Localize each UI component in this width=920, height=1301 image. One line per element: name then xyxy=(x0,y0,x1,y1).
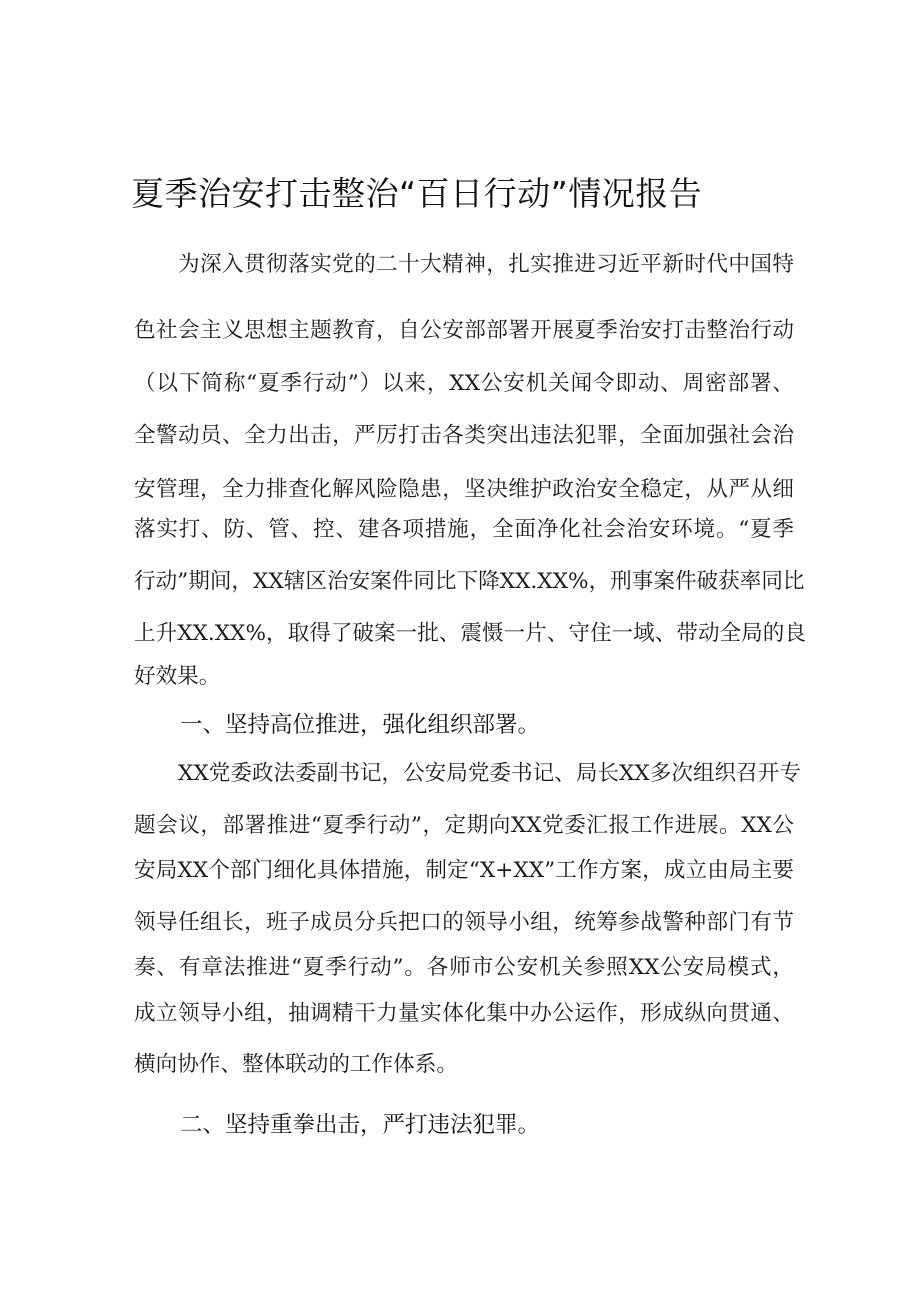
paragraph-line: 全警动员、全力出击，严厉打击各类突出违法犯罪，全面加强社会治 xyxy=(134,423,794,448)
paragraph-line: 奏、有章法推进“夏季行动”。各师市公安机关参照XX公安局模式， xyxy=(134,955,794,980)
paragraph-line: 题会议，部署推进“夏季行动”，定期向XX党委汇报工作进展。XX公 xyxy=(134,813,794,838)
paragraph-line: 落实打、防、管、控、建各项措施，全面净化社会治安环境。“夏季 xyxy=(134,517,794,542)
paragraph-line: 行动”期间，XX辖区治安案件同比下降XX.XX%，刑事案件破获率同比 xyxy=(134,569,805,594)
paragraph-line: 安局XX个部门细化具体措施，制定“X+XX”工作方案，成立由局主要 xyxy=(134,858,794,883)
paragraph-line: 为深入贯彻落实党的二十大精神，扎实推进习近平新时代中国特 xyxy=(178,252,794,277)
paragraph-line: 成立领导小组，抽调精干力量实体化集中办公运作，形成纵向贯通、 xyxy=(134,1001,794,1026)
section-heading: 一、坚持高位推进，强化组织部署。 xyxy=(180,712,541,738)
paragraph-line: 安管理，全力排查化解风险隐患，坚决维护政治安全稳定，从严从细 xyxy=(134,477,794,502)
section-heading: 二、坚持重拳出击，严打违法犯罪。 xyxy=(180,1112,541,1138)
paragraph-line: XX党委政法委副书记，公安局党委书记、局长XX多次组织召开专 xyxy=(178,761,801,786)
paragraph-line: 色社会主义思想主题教育，自公安部部署开展夏季治安打击整治行动 xyxy=(134,318,794,343)
paragraph-line: 领导任组长，班子成员分兵把口的领导小组，统筹参战警种部门有节 xyxy=(134,910,794,935)
paragraph-line: 好效果。 xyxy=(134,664,221,689)
document-title: 夏季治安打击整治“百日行动”情况报告 xyxy=(131,174,703,213)
paragraph-line: 上升XX.XX%，取得了破案一批、震慑一片、守住一域、带动全局的良 xyxy=(134,621,806,646)
paragraph-line: （以下简称“夏季行动”）以来，XX公安机关闻令即动、周密部署、 xyxy=(134,371,794,396)
paragraph-line: 横向协作、整体联动的工作体系。 xyxy=(134,1052,458,1077)
